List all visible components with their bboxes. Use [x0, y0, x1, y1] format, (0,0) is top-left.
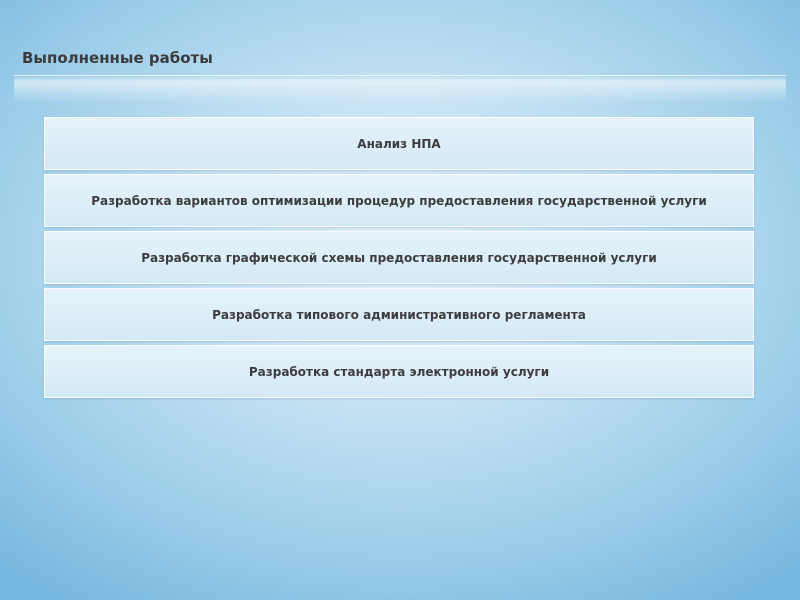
slide-title: Выполненные работы — [22, 49, 213, 67]
work-item-label: Разработка графической схемы предоставления государственной услуги — [141, 250, 657, 265]
work-item-label: Разработка стандарта электронной услуги — [248, 364, 550, 379]
work-item-label: Разработка типового административного регламента — [212, 307, 586, 322]
work-item-e-service-standard — [44, 345, 754, 398]
work-item-regulation — [44, 288, 754, 341]
title-divider — [14, 75, 786, 104]
work-item-label: Разработка вариантов оптимизации процедур предоставления государственной услуги — [91, 193, 707, 208]
work-list — [44, 117, 754, 402]
work-item-label: Анализ НПА — [357, 136, 441, 151]
work-item-graphic-scheme — [44, 231, 754, 284]
work-item-optimization — [44, 174, 754, 227]
work-item-npa-analysis — [44, 117, 754, 170]
